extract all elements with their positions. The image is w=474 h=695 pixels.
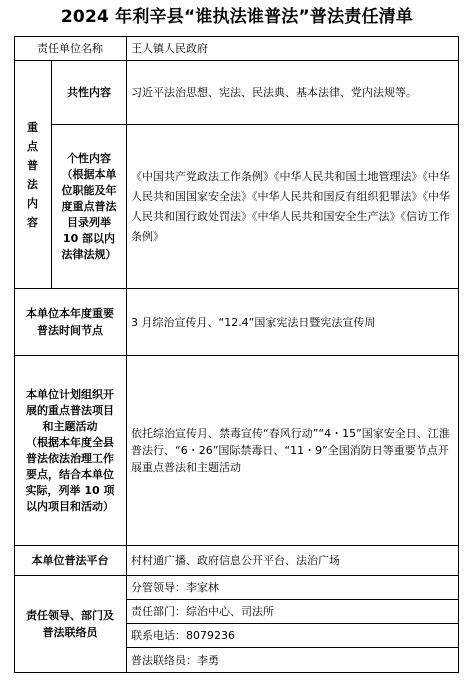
contact-phone: 联系电话：8079236 — [127, 624, 459, 648]
activities-label-main: 本单位计划组织开展的重点普法项目和主题活动 — [26, 387, 114, 433]
unit-name-value: 王人镇人民政府 — [127, 36, 459, 61]
unit-name-label: 责任单位名称 — [14, 36, 127, 61]
time-nodes-label: 本单位本年度重要普法时间节点 — [14, 289, 127, 356]
platform-label: 本单位普法平台 — [14, 546, 127, 576]
activities-label-note: （根据本年度全县普法依法治理工作要点，结合本单位实际，列举 10 项以内项目和活动） — [25, 435, 115, 513]
contact-department: 责任部门：综治中心、司法所 — [127, 600, 459, 624]
key-content-label: 重 点 普 法 内 容 — [14, 61, 52, 289]
common-content-label: 共性内容 — [52, 61, 127, 125]
page-title: 2024 年利辛县“谁执法谁普法”普法责任清单 — [60, 7, 414, 27]
platform-value: 村村通广播、政府信息公开平台、法治广场 — [127, 546, 459, 576]
activities-label — [14, 356, 127, 546]
contacts-label: 责任领导、部门及普法联络员 — [14, 576, 127, 673]
individual-content-value: 《中国共产党政法工作条例》《中华人民共和国土地管理法》《中华人民共和国国家安全法》《中华人民共和国反有组织犯罪法》《中华人民共和国行政处罚法》《中华人民共和国安全生产法》《信访工作条例》 — [127, 125, 459, 289]
activities-value: 依托综治宣传月、禁毒宣传“春风行动”“4・15”国家安全日、江淮普法行、“6・26”国际禁毒日、“11・9”全国消防日等重要节点开展重点普法和主题活动 — [127, 356, 459, 546]
time-nodes-value: 3 月综治宣传月、“12.4”国家宪法日暨宪法宣传周 — [127, 289, 459, 356]
individual-content-label: 个性内容（根据本单位职能及年度重点普法目录列举 10 部以内法律法规） — [52, 125, 127, 289]
common-content-value: 习近平法治思想、宪法、民法典、基本法律、党内法规等。 — [127, 61, 459, 125]
contact-liaison: 普法联络员：李勇 — [127, 648, 459, 673]
contact-leader: 分管领导：李家林 — [127, 576, 459, 600]
